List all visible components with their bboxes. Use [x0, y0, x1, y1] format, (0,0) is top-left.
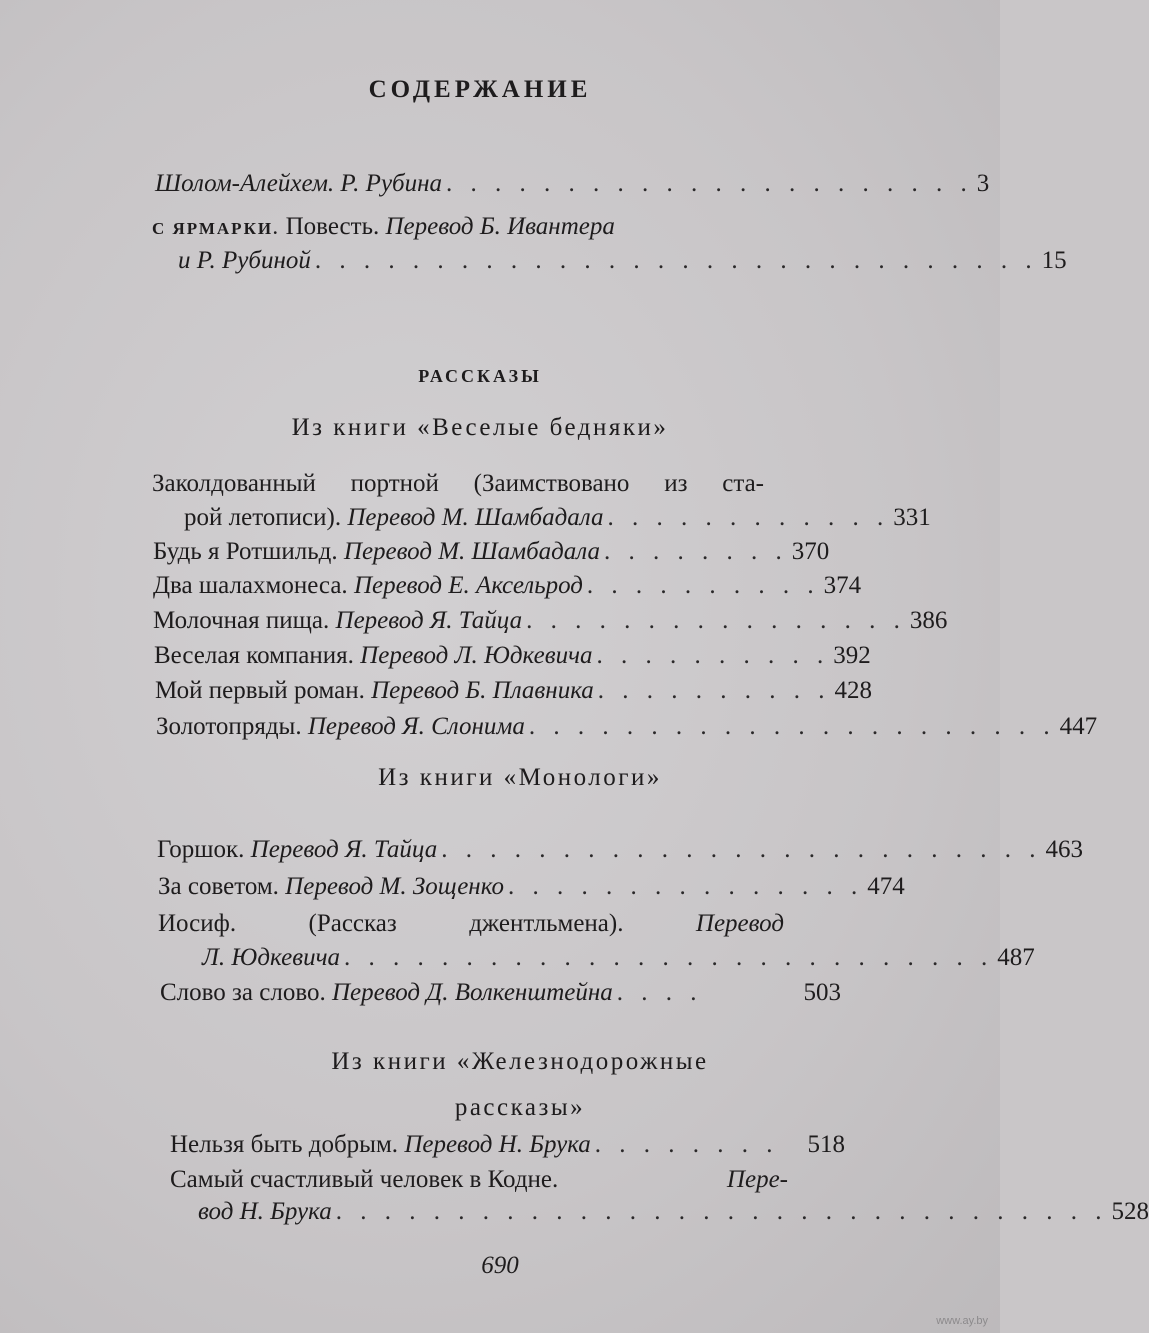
toc-entry-title: Веселая компания. — [154, 642, 354, 669]
toc-page-number: 528 — [1111, 1198, 1149, 1225]
toc-entry — [153, 572, 862, 600]
toc-page-number: 463 — [1045, 836, 1083, 863]
leader-dots: . . . . . . . . . . . . . . . — [507, 873, 864, 900]
toc-page-number: 487 — [997, 944, 1035, 971]
toc-entry-title-line — [158, 910, 784, 938]
toc-entry-title: Два шалахмонеса. — [153, 572, 348, 599]
toc-entry — [160, 979, 841, 1007]
leader-dots: . . . . . . . . . . . . . . . . . . . . . . . . . . . — [344, 944, 994, 971]
toc-entry — [184, 504, 931, 532]
toc-entry-translator: Перевод Л. Юдкевича — [360, 642, 593, 669]
toc-entry-translator: Перевод — [695, 910, 784, 937]
toc-entry-title: Мой первый роман. — [155, 677, 365, 704]
toc-entry-title: Самый счастливый человек в Кодне. — [170, 1166, 559, 1193]
novel-translator: Перевод Б. Ивантера — [385, 213, 615, 240]
group-heading: Из книги «Железнодорожные — [331, 1048, 709, 1075]
toc-entry-translator-cont: вод Н. Брука — [198, 1198, 332, 1225]
leader-dots: . . . . . . . . . . — [586, 572, 820, 599]
toc-entry — [156, 713, 1098, 741]
toc-entry-translator: Пере- — [726, 1166, 788, 1193]
toc-entry-title: Молочная пища. — [153, 607, 330, 634]
toc-entry-subtitle-cont: джентльмена). — [469, 910, 624, 937]
toc-entry-translator: Перевод М. Шамбадала — [343, 538, 601, 565]
toc-page-number: 392 — [833, 642, 871, 669]
leader-dots: . . . . . . . . — [594, 1131, 779, 1158]
toc-entry-title: Золотопряды. — [156, 713, 302, 740]
toc-page-number: 447 — [1059, 713, 1098, 740]
toc-entry — [158, 873, 905, 901]
toc-entry-translator: Перевод Я. Слонима — [307, 713, 525, 740]
leader-dots: . . . . . . . . — [604, 538, 788, 565]
toc-entry — [153, 607, 948, 635]
toc-page-number: 331 — [893, 504, 931, 531]
leader-dots: . . . . . . . . . . — [596, 642, 830, 669]
toc-page-number: 374 — [823, 572, 862, 599]
toc-entry-translator: Перевод Я. Тайца — [335, 607, 523, 634]
toc-page-number: 503 — [803, 979, 841, 1006]
toc-entry-translator: Перевод Б. Плавника — [371, 677, 594, 704]
toc-page-number: 386 — [909, 607, 948, 634]
leader-dots: . . . . . . . . . . . . — [607, 504, 890, 531]
toc-entry-translator: Перевод М. Зощенко — [285, 873, 504, 900]
leader-dots: . . . . . . . . . . . . . . . . — [526, 607, 906, 634]
toc-entry-title: Будь я Ротшильд. — [153, 538, 338, 565]
toc-entry — [153, 538, 830, 566]
toc-entry-title: Слово за слово. — [160, 979, 326, 1006]
leader-dots: . . . . . . . . . . . . . . . . . . . . . . . . . . . . . . . . — [335, 1198, 1108, 1225]
toc-entry-title: Горшок. — [157, 836, 245, 863]
toc-entry-translator: Перевод Я. Тайца — [250, 836, 438, 863]
toc-entry-translator: Перевод М. Шамбадала — [347, 504, 604, 531]
toc-entry — [170, 1131, 845, 1159]
toc-entry-intro — [155, 170, 990, 198]
leader-dots: . . . . . . . . . . . . . . . . . . . . . . . . . — [441, 836, 1042, 863]
toc-page-number: 428 — [834, 677, 873, 704]
toc-entry-subtitle: (Рассказ — [308, 910, 397, 937]
toc-entry-title: За советом. — [158, 873, 279, 900]
toc-entry-title: Иосиф. — [158, 910, 237, 937]
group-heading: Из книги «Веселые бедняки» — [291, 414, 669, 441]
toc-entry-translator: Перевод Д. Волкенштейна — [331, 979, 613, 1006]
toc-entry — [198, 1198, 1149, 1226]
toc-entry-translator-cont: Л. Юдкевича — [202, 944, 341, 971]
toc-entry — [157, 836, 1083, 864]
novel-translator-cont: и Р. Рубиной — [178, 247, 311, 274]
toc-entry-novel-cont — [178, 247, 1067, 275]
toc-entry-translator: Перевод Н. Брука — [404, 1131, 591, 1158]
toc-page-number: 474 — [867, 873, 905, 900]
toc-page-number: 370 — [791, 538, 830, 565]
group-heading-cont: рассказы» — [454, 1094, 586, 1121]
toc-page-number: 518 — [807, 1131, 845, 1158]
leader-dots: . . . . . . . . . . — [597, 677, 831, 704]
group-heading: Из книги «Монологи» — [378, 764, 662, 791]
leader-dots: . . . . . . . . . . . . . . . . . . . . . . — [446, 170, 973, 197]
toc-entry — [202, 944, 1035, 972]
toc-entry — [154, 642, 871, 670]
toc-entry-novel — [152, 213, 764, 241]
watermark: www.ay.by — [936, 1315, 988, 1327]
novel-title: С ЯРМАРКИ. — [152, 219, 280, 238]
toc-entry-title: Нельзя быть добрым. — [170, 1131, 399, 1158]
contents-title: СОДЕРЖАНИЕ — [368, 76, 592, 103]
novel-genre: Повесть. — [285, 213, 380, 240]
toc-entry-title: Шолом-Алейхем. Р. Рубина — [155, 170, 443, 197]
page-number: 690 — [481, 1252, 519, 1279]
toc-page-number: 3 — [976, 170, 990, 197]
toc-entry — [155, 677, 873, 705]
toc-entry-title: Заколдованный портной (Заимствовано из ста- — [152, 470, 764, 497]
toc-entry-title: рой летописи). — [184, 504, 342, 531]
toc-entry-translator: Перевод Е. Аксельрод — [353, 572, 583, 599]
leader-dots: . . . . . . . . . . . . . . . . . . . . . . . . . . . . . . — [314, 247, 1038, 274]
leader-dots: . . . . — [616, 979, 703, 1006]
toc-entry-title-line — [170, 1166, 788, 1194]
toc-page-number: 15 — [1041, 247, 1067, 274]
section-title: РАССКАЗЫ — [418, 366, 542, 386]
leader-dots: . . . . . . . . . . . . . . . . . . . . . . — [528, 713, 1056, 740]
